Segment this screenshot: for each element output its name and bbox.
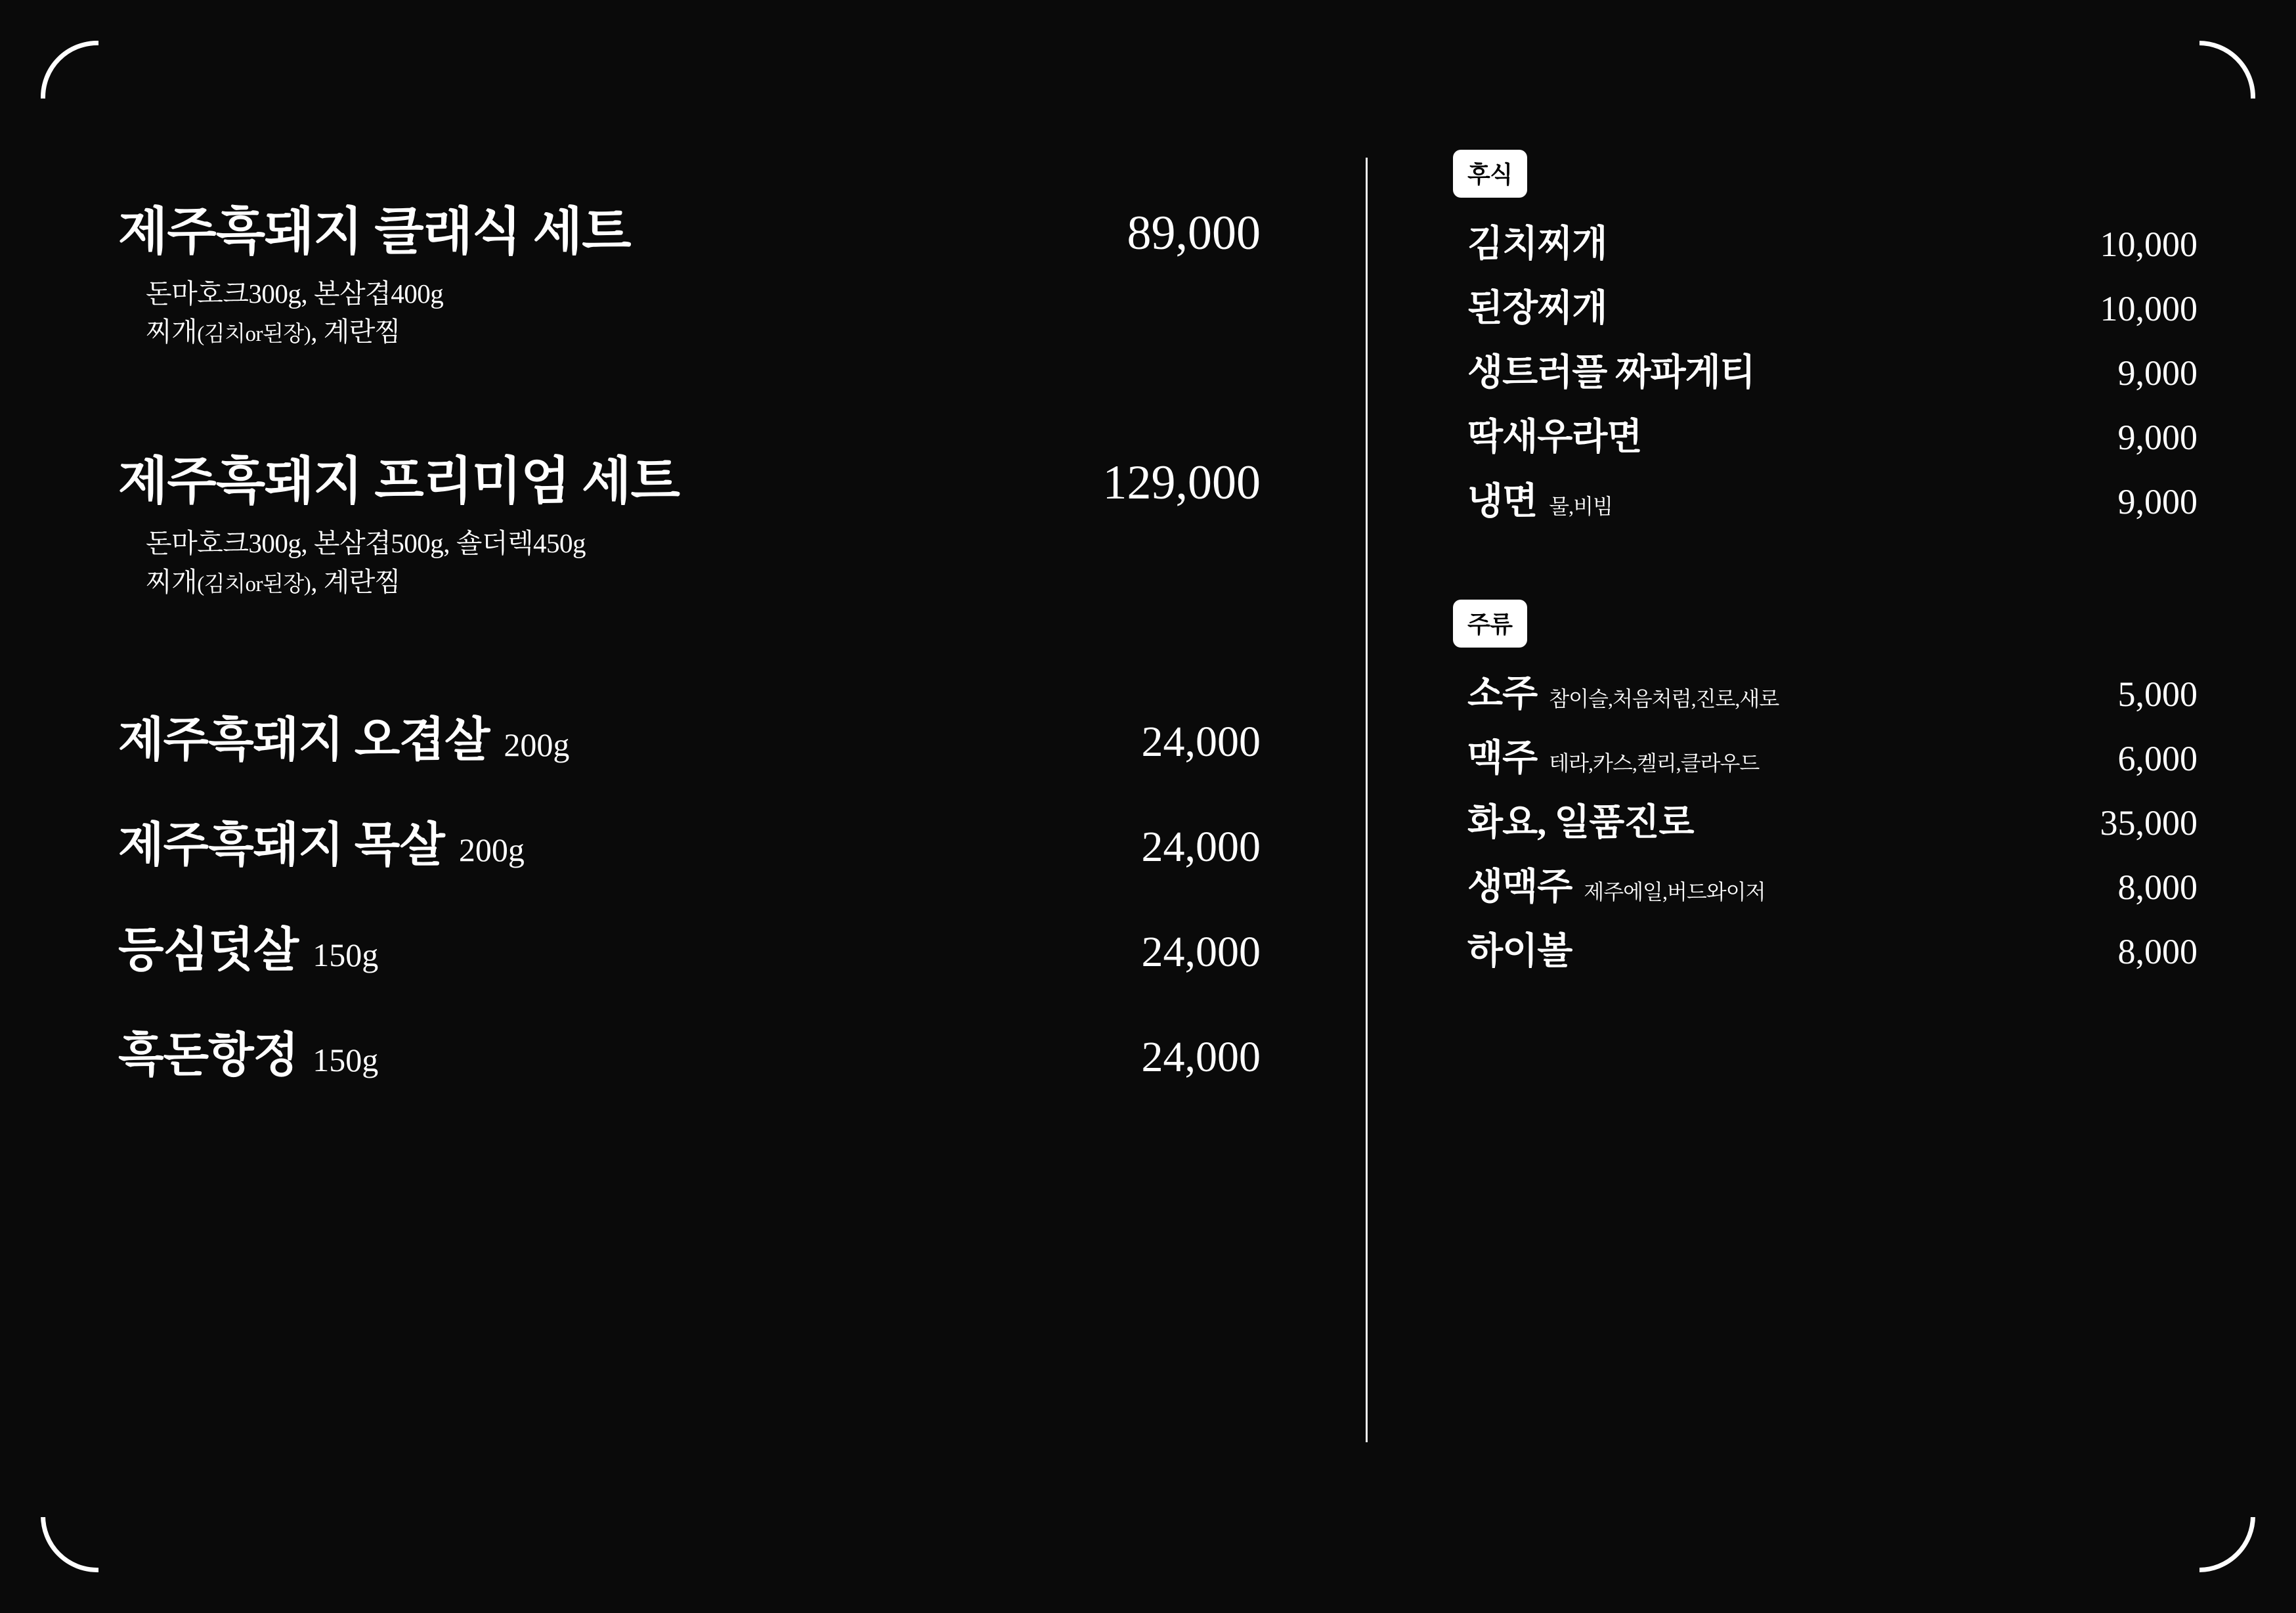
set-menu-description xyxy=(146,524,1366,600)
section-title-badge: 후식 xyxy=(1453,150,1527,198)
set-menu-item xyxy=(118,440,1366,600)
menu-item-weight: 200g xyxy=(504,726,570,763)
menu-row xyxy=(1453,729,2198,782)
section-item-list xyxy=(1453,215,2198,525)
menu-item-name: 하이볼 xyxy=(1467,931,1572,972)
menu-item-price: 24,000 xyxy=(1141,1032,1261,1081)
menu-item-price: 24,000 xyxy=(1141,927,1261,976)
menu-item-price: 9,000 xyxy=(2117,482,2198,521)
menu-item-price: 8,000 xyxy=(2117,932,2198,971)
menu-row xyxy=(1453,215,2198,267)
spacer xyxy=(118,363,1366,440)
menu-item-name: 소주 xyxy=(1467,674,1538,715)
set-menu-description-line1: 돈마호크300g, 본삼겹400g xyxy=(146,278,444,309)
description-stew-tail: , 계란찜 xyxy=(311,566,401,597)
set-menu-description-line2 xyxy=(146,563,1366,601)
menu-item-weight: 150g xyxy=(313,1041,379,1078)
menu-row xyxy=(1453,922,2198,975)
set-menu-name: 제주흑돼지 클래식 세트 xyxy=(118,203,631,260)
menu-item-price: 35,000 xyxy=(2100,803,2198,843)
menu-item-price: 8,000 xyxy=(2117,868,2198,907)
menu-item-price: 9,000 xyxy=(2117,418,2198,457)
menu-item-price: 24,000 xyxy=(1141,822,1261,871)
section-dessert xyxy=(1453,150,2198,525)
set-menu-description xyxy=(146,275,1366,351)
menu-item-subtext: 참이슬,처음처럼,진로,새로 xyxy=(1549,687,1779,711)
set-menu-header xyxy=(118,440,1366,514)
set-menu-description-line1: 돈마호크300g, 본삼겹500g, 숄더렉450g xyxy=(146,528,586,559)
spacer xyxy=(118,613,1366,701)
menu-item-price: 10,000 xyxy=(2100,289,2198,328)
set-menu-header xyxy=(118,190,1366,264)
menu-row xyxy=(1453,665,2198,717)
menu-item-name: 딱새우라면 xyxy=(1467,417,1642,458)
menu-item-price: 10,000 xyxy=(2100,225,2198,264)
menu-item-name: 제주흑돼지 목살 xyxy=(118,818,444,872)
menu-item-price: 9,000 xyxy=(2117,353,2198,393)
menu-row xyxy=(1453,408,2198,460)
column-divider xyxy=(1366,158,1368,1442)
menu-item-subtext: 물,비빔 xyxy=(1549,495,1613,518)
menu-row xyxy=(1453,793,2198,846)
spacer xyxy=(1453,537,2198,600)
menu-row xyxy=(1453,343,2198,396)
menu-item-name: 화요, 일품진로 xyxy=(1467,803,1694,843)
description-stew-label: 찌개 xyxy=(146,317,198,347)
menu-item-price: 5,000 xyxy=(2117,674,2198,714)
set-menu-name: 제주흑돼지 프리미엄 세트 xyxy=(118,453,680,510)
menu-row xyxy=(118,1017,1366,1085)
set-menu-price: 89,000 xyxy=(1127,206,1261,260)
menu-item-weight: 200g xyxy=(458,831,525,868)
menu-item-subtext: 테라,카스,켈리,클라우드 xyxy=(1549,751,1760,775)
set-menu-item xyxy=(118,190,1366,351)
menu-item-name: 된장찌개 xyxy=(1467,288,1607,329)
description-stew-label: 찌개 xyxy=(146,566,198,597)
meat-menu-column xyxy=(118,131,1366,1482)
section-title-badge: 주류 xyxy=(1453,600,1527,648)
menu-row xyxy=(118,806,1366,875)
menu-row xyxy=(118,701,1366,770)
menu-row xyxy=(1453,472,2198,525)
menu-item-name: 냉면 xyxy=(1467,481,1538,522)
menu-row xyxy=(1453,279,2198,332)
menu-item-name: 흑돈항정 xyxy=(118,1028,299,1082)
menu-item-name: 김치찌개 xyxy=(1467,224,1607,265)
menu-item-weight: 150g xyxy=(313,936,379,973)
menu-item-name: 생트러플 짜파게티 xyxy=(1467,353,1755,393)
description-stew-options: (김치or된장) xyxy=(197,322,311,347)
section-alcohol xyxy=(1453,600,2198,975)
sides-drinks-column xyxy=(1368,131,2198,1482)
menu-item-name: 등심덧살 xyxy=(118,923,299,977)
set-menu-description-line2 xyxy=(146,313,1366,351)
set-menu-price: 129,000 xyxy=(1102,456,1261,510)
menu-item-subtext: 제주에일,버드와이저 xyxy=(1584,880,1765,904)
menu-row xyxy=(1453,858,2198,910)
menu-item-name: 생맥주 xyxy=(1467,867,1572,908)
description-stew-options: (김치or된장) xyxy=(197,572,311,596)
menu-item-price: 24,000 xyxy=(1141,717,1261,766)
menu-item-name: 맥주 xyxy=(1467,738,1538,779)
menu-row xyxy=(118,912,1366,980)
section-item-list xyxy=(1453,665,2198,975)
menu-item-price: 6,000 xyxy=(2117,739,2198,778)
menu-item-name: 제주흑돼지 오겹살 xyxy=(118,713,490,766)
description-stew-tail: , 계란찜 xyxy=(311,317,401,347)
